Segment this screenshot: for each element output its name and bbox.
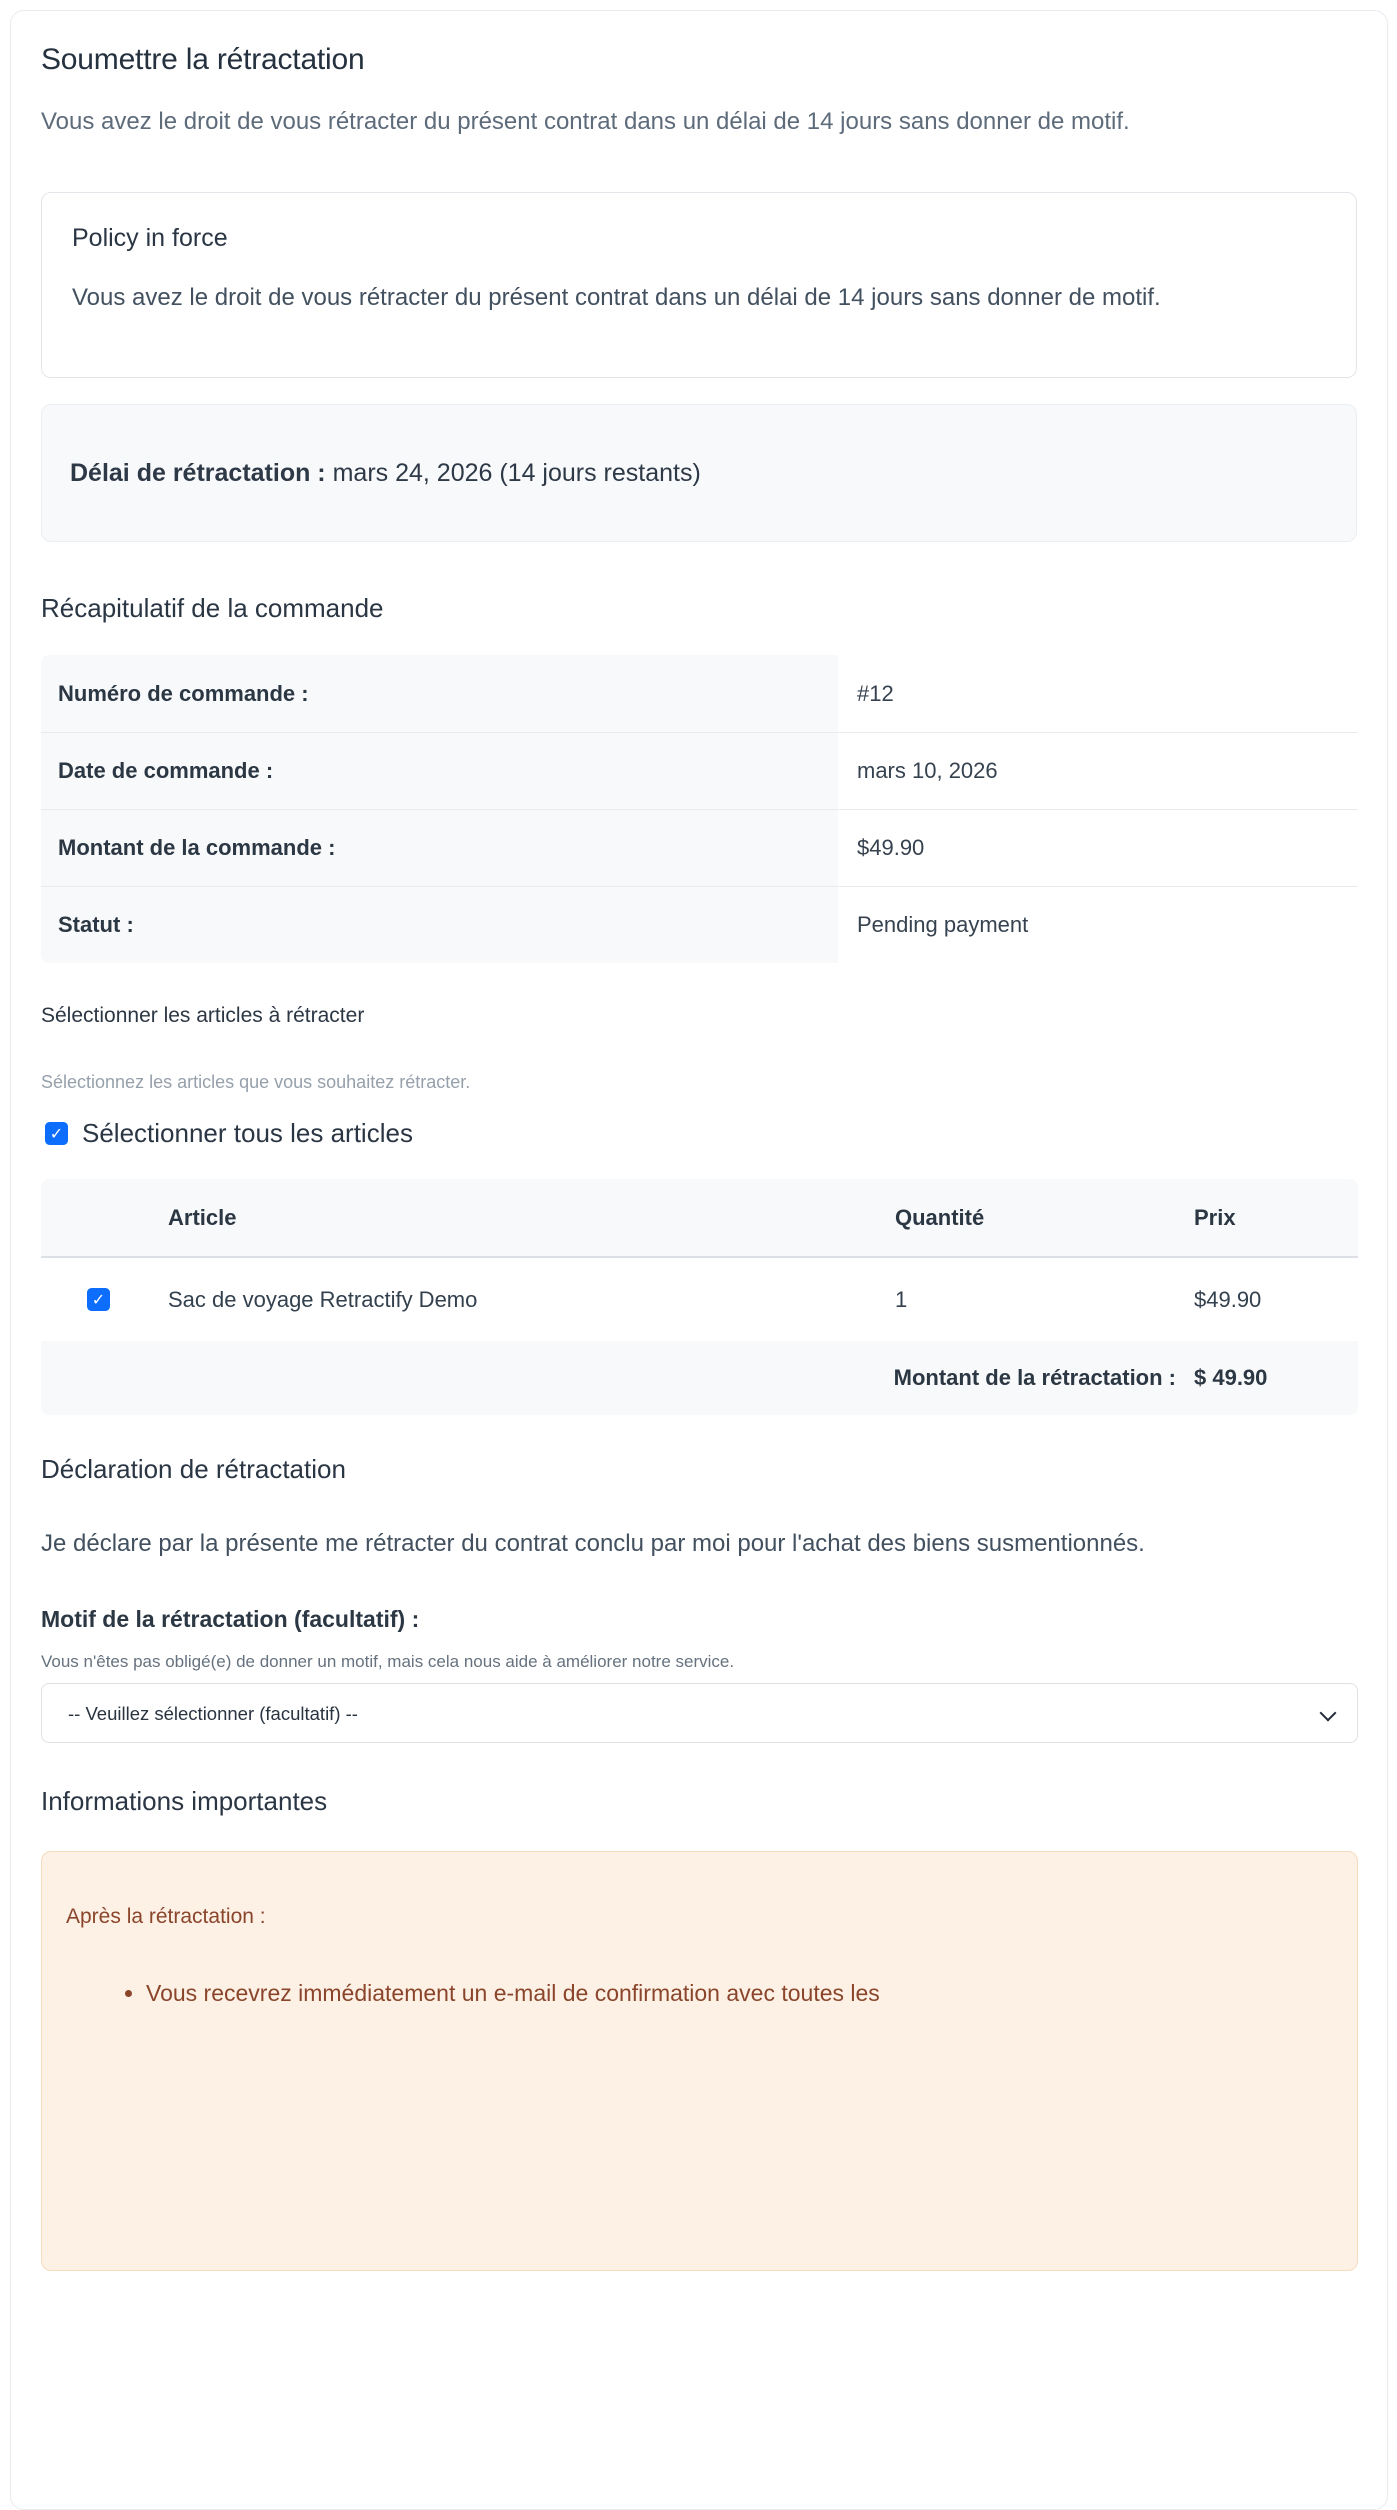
header-article: Article (168, 1204, 237, 1230)
select-all-checkbox[interactable] (45, 1122, 68, 1145)
item-price: $49.90 (1194, 1286, 1262, 1312)
table-row (41, 655, 1358, 732)
page-title: Soumettre la rétractation (41, 43, 365, 76)
important-info-heading: Informations importantes (41, 1786, 328, 1816)
policy-box-body: Vous avez le droit de vous rétracter du présent contrat dans un délai de 14 jours sans donner de motif. (72, 284, 1161, 311)
policy-box (41, 192, 1357, 378)
retraction-amount-label: Montant de la rétractation : (893, 1365, 1176, 1390)
check-icon: ✓ (91, 1290, 106, 1309)
item-selection-heading: Sélectionner les articles à rétracter (41, 1004, 365, 1027)
order-date-value: mars 10, 2026 (857, 758, 998, 783)
header-quantity: Quantité (895, 1204, 985, 1230)
item-name: Sac de voyage Retractify Demo (168, 1286, 478, 1312)
retraction-amount-value: $ 49.90 (1194, 1365, 1268, 1390)
deadline-label: Délai de rétractation : (70, 459, 326, 487)
reason-hint: Vous n'êtes pas obligé(e) de donner un motif, mais cela nous aide à améliorer notre service. (41, 1652, 735, 1671)
order-number-label: Numéro de commande : (41, 655, 838, 732)
table-row (41, 732, 1358, 809)
after-retraction-warning-box (41, 1851, 1358, 2271)
after-retraction-list (66, 1976, 1333, 2010)
declaration-heading: Déclaration de rétractation (41, 1454, 346, 1484)
table-row (41, 886, 1358, 963)
order-amount-label: Montant de la commande : (41, 810, 838, 886)
table-row (41, 809, 1358, 886)
table-row (41, 1258, 1358, 1341)
check-icon: ✓ (49, 1123, 64, 1143)
declaration-body: Je déclare par la présente me rétracter du contrat conclu par moi pour l'achat des biens susmentionnés. (41, 1530, 1145, 1557)
item-quantity: 1 (895, 1286, 908, 1312)
select-all-label[interactable]: Sélectionner tous les articles (82, 1117, 413, 1148)
order-summary-heading: Récapitulatif de la commande (41, 593, 384, 623)
reason-select[interactable] (41, 1683, 1358, 1743)
item-selection-hint: Sélectionnez les articles que vous souhaitez rétracter. (41, 1072, 471, 1092)
header-price: Prix (1194, 1204, 1236, 1230)
deadline-value: mars 24, 2026 (14 jours restants) (325, 459, 701, 487)
intro-paragraph: Vous avez le droit de vous rétracter du présent contrat dans un délai de 14 jours sans donner de motif. (41, 108, 1130, 135)
order-date-label: Date de commande : (41, 733, 838, 809)
item-checkbox[interactable] (87, 1288, 110, 1311)
order-number-value: #12 (857, 680, 894, 706)
items-table (41, 1179, 1358, 1415)
deadline-box (41, 404, 1357, 542)
order-amount-value: $49.90 (857, 835, 925, 860)
order-status-value: Pending payment (857, 912, 1029, 937)
retraction-form-card (10, 10, 1388, 2510)
order-summary-table (41, 655, 1358, 963)
order-status-label: Statut : (41, 887, 838, 963)
policy-box-title: Policy in force (72, 224, 228, 252)
reason-heading: Motif de la rétractation (facultatif) : (41, 1606, 420, 1632)
items-table-footer (41, 1341, 1358, 1415)
after-retraction-label: Après la rétractation : (66, 1905, 266, 1928)
items-table-header (41, 1179, 1358, 1258)
reason-select-wrap (41, 1683, 1358, 1743)
select-all-row (41, 1117, 1357, 1149)
list-item: • Vous recevrez immédiatement un e-mail de confirmation avec toutes les (146, 1976, 1333, 2010)
